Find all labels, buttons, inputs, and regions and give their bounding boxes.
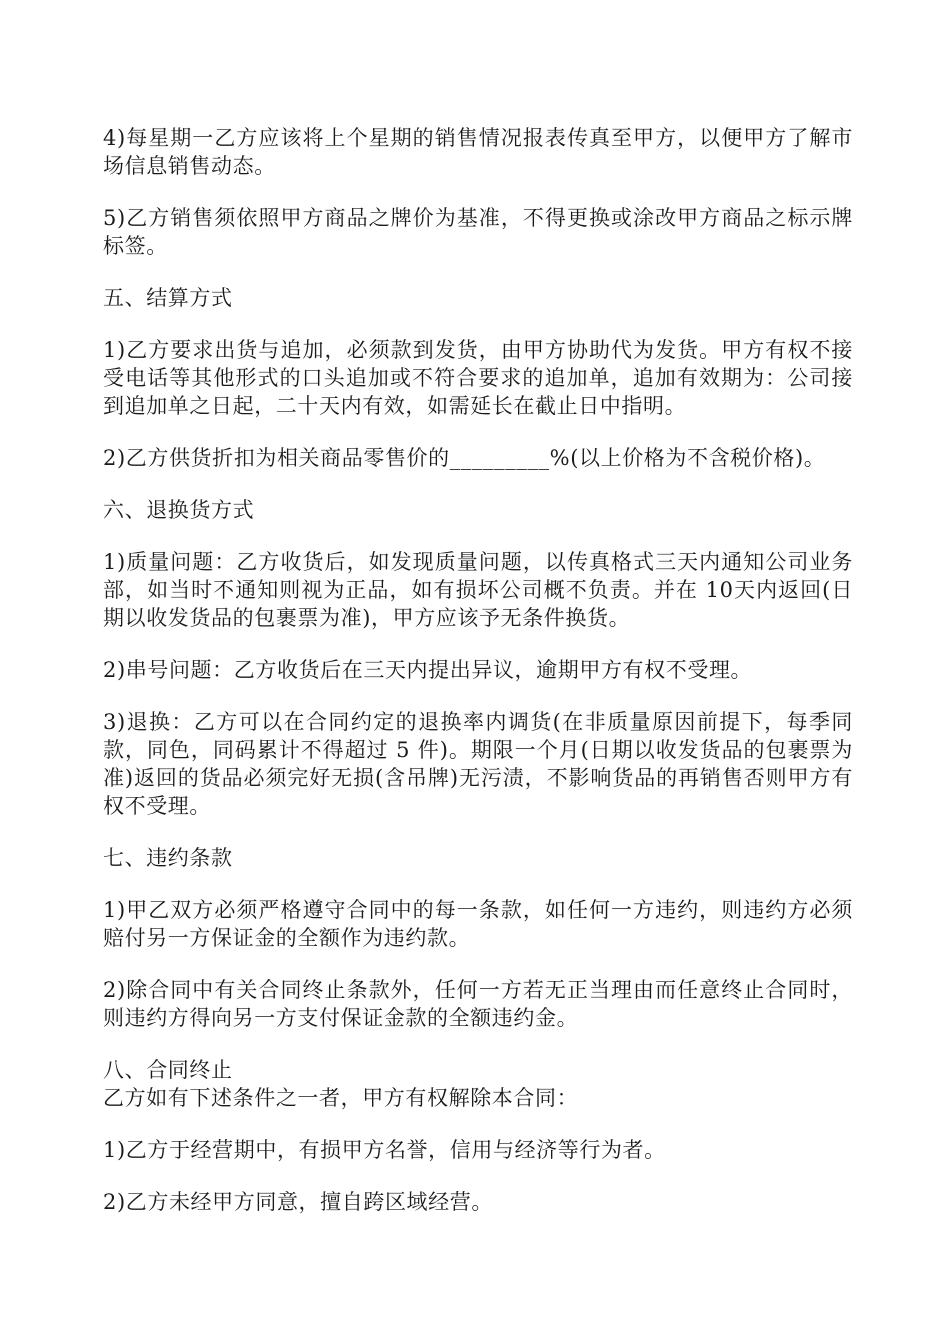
clause-5-price-tag: 5)乙方销售须依照甲方商品之牌价为基准，不得更换或涂改甲方商品之标示牌标签。: [103, 206, 853, 258]
document-body: [103, 124, 853, 1240]
section-heading-breach: 七、违约条款: [103, 846, 233, 870]
settlement-clause-2: 2)乙方供货折扣为相关商品零售价的_________%(以上价格为不含税价格)。: [103, 446, 826, 470]
termination-intro: 乙方如有下述条件之一者，甲方有权解除本合同：: [103, 1086, 579, 1110]
section-heading-returns: 六、退换货方式: [103, 498, 255, 522]
clause-4-weekly-report: 4)每星期一乙方应该将上个星期的销售情况报表传真至甲方，以便甲方了解市场信息销售动态。: [103, 126, 853, 178]
section-heading-termination: 八、合同终止: [103, 1058, 233, 1082]
termination-clause-2: 2)乙方未经甲方同意，擅自跨区域经营。: [103, 1190, 493, 1214]
returns-clause-3: 3)退换：乙方可以在合同约定的退换率内调货(在非质量原因前提下，每季同款，同色，同码累计不得超过 5 件)。期限一个月(日期以收发货品的包裹票为准)返回的货品必须完好无损(含吊牌)无污渍，不影响货品的再销售否则甲方有权不受理。: [103, 710, 853, 818]
breach-clause-1: 1)甲乙双方必须严格遵守合同中的每一条款，如任何一方违约，则违约方必须赔付另一方保证金的全额作为违约款。: [103, 898, 853, 950]
section-heading-settlement: 五、结算方式: [103, 286, 233, 310]
settlement-clause-1: 1)乙方要求出货与追加，必须款到发货，由甲方协助代为发货。甲方有权不接受电话等其他形式的口头追加或不符合要求的追加单，追加有效期为：公司接到追加单之日起，二十天内有效，如需延长在截止日中指明。: [103, 338, 853, 418]
termination-clause-1: 1)乙方于经营期中，有损甲方名誉，信用与经济等行为者。: [103, 1138, 666, 1162]
returns-clause-2: 2)串号问题：乙方收货后在三天内提出异议，逾期甲方有权不受理。: [103, 658, 753, 682]
breach-clause-2: 2)除合同中有关合同终止条款外，任何一方若无正当理由而任意终止合同时，则违约方得向另一方支付保证金款的全额违约金。: [103, 978, 853, 1030]
returns-clause-1: 1)质量问题：乙方收货后，如发现质量问题，以传真格式三天内通知公司业务部，如当时不通知则视为正品，如有损坏公司概不负责。并在 10天内返回(日期以收发货品的包裹票为准)，甲方应该予无条件换货。: [103, 550, 853, 630]
